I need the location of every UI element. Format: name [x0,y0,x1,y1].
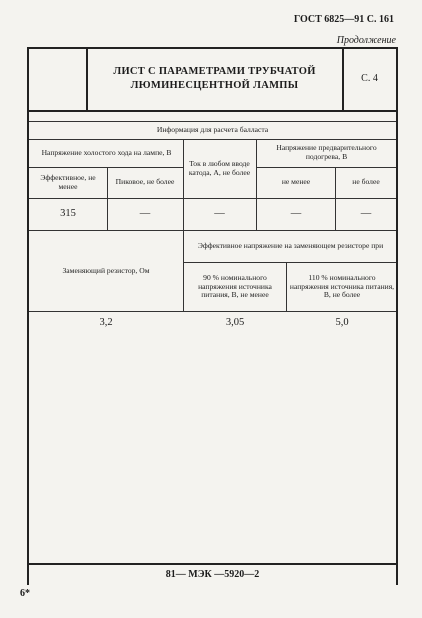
table1-caption: Информация для расчета балласта [156,124,269,134]
table2-col-b [286,262,287,311]
page-mark: 6* [20,588,30,599]
continuation-label: Продолжение [336,35,396,46]
table1-col-b [256,139,257,230]
table1-col-a [183,139,184,230]
table1-value: — [139,207,151,219]
resistor-header: Заменяющий резистор, Ом [62,265,150,275]
table2-value: 3,05 [225,316,245,328]
sheet-title-line2: ЛЮМИНЕСЦЕНТНОЙ ЛАМПЫ [130,80,299,91]
table1-value: 315 [60,207,76,219]
effective-header: Эффективное, не менее [40,172,96,191]
sheet-title [88,50,341,108]
table2-value: 5,0 [335,316,349,328]
table1-value: — [290,207,302,219]
table2-value: 3,2 [99,316,113,328]
effective-voltage-header: Эффективное напряжение на заменяющем резисторе при [197,240,384,250]
title-block-bottom [27,110,397,112]
sheet-title-line1: ЛИСТ С ПАРАМЕТРАМИ ТРУБЧАТОЙ [113,65,316,77]
table2-subheader-line [183,262,396,263]
frame-right [396,47,398,585]
document-code: 81— МЭК —5920—2 [165,569,260,581]
table1-value: — [214,207,225,219]
pct110-header: 110 % номинального напряжения источника питания, В, не более [289,272,395,300]
table1-value: — [360,207,372,219]
sheet-number: С. 4 [361,73,378,85]
pct90-header: 90 % номинального напряжения источника питания, В, не менее [198,272,272,300]
preheat-max-header: не более [352,177,380,187]
standard-reference: ГОСТ 6825—91 С. 161 [293,14,394,25]
preheat-voltage-header: Напряжение предварительного подогрева, В [276,143,377,161]
peak-header: Пиковое, не более [115,177,175,187]
preheat-min-header: не менее [281,177,311,187]
no-load-voltage-header: Напряжение холостого хода на лампе, В [41,147,172,157]
lead-current-header: Ток в любом вводе катода, А, не более [188,159,251,177]
table2-col-a [183,230,184,311]
